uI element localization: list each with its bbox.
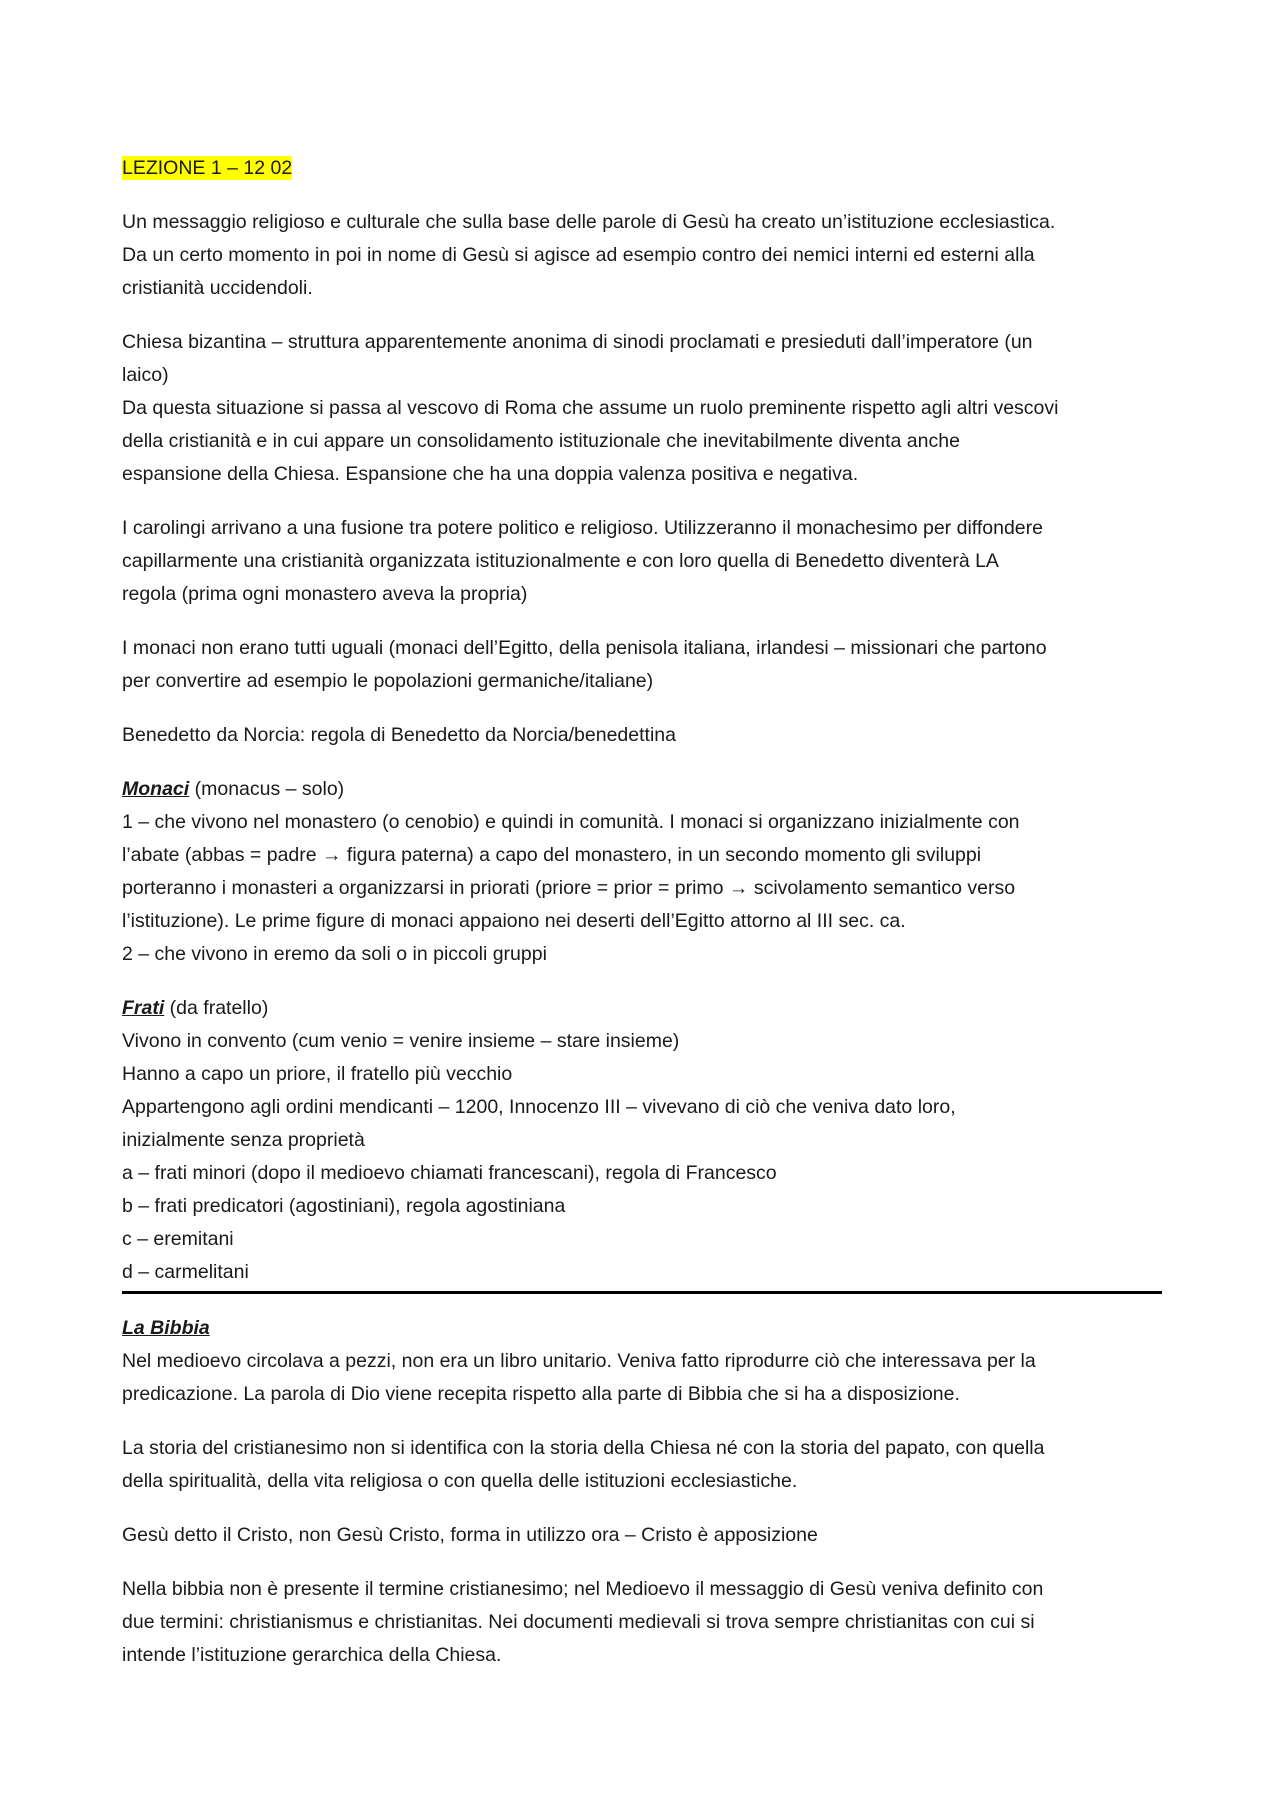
text-line: Benedetto da Norcia: regola di Benedetto da Norcia/benedettina	[122, 724, 676, 746]
text-line: I monaci non erano tutti uguali (monaci dell’Egitto, della penisola italiana, irlandesi – missionari che partono	[122, 637, 1047, 659]
text-line: Da un certo momento in poi in nome di Gesù si agisce ad esempio contro dei nemici interni ed esterni alla	[122, 244, 1035, 266]
text-line: Da questa situazione si passa al vescovo di Roma che assume un ruolo preminente rispetto agli altri vescovi	[122, 397, 1059, 419]
section-heading-line	[122, 773, 1160, 806]
section-monaci	[122, 773, 1160, 971]
text-line: La storia del cristianesimo non si identifica con la storia della Chiesa né con la storia del papato, con quella	[122, 1437, 1045, 1459]
paragraph-benedetto	[122, 719, 1160, 752]
text-line: della cristianità e in cui appare un consolidamento istituzionale che inevitabilmente diventa anche	[122, 430, 960, 452]
paragraph-monaci-differenze	[122, 632, 1160, 698]
text-line: Hanno a capo un priore, il fratello più vecchio	[122, 1063, 513, 1085]
text-line: Appartengono agli ordini mendicanti – 1200, Innocenzo III – vivevano di ciò che veniva dato loro,	[122, 1096, 956, 1118]
text-line: Chiesa bizantina – struttura apparentemente anonima di sinodi proclamati e presieduti dall’imperatore (un	[122, 331, 1033, 353]
text-line: l’abate (abbas = padre → figura paterna) a capo del monastero, in un secondo momento gli sviluppi	[122, 844, 982, 866]
section-frati	[122, 992, 1160, 1289]
text-line: 1 – che vivono nel monastero (o cenobio) e quindi in comunità. I monaci si organizzano inizialmente con	[122, 811, 1020, 833]
section-heading-line	[122, 992, 1160, 1025]
text-line: d – carmelitani	[122, 1261, 249, 1283]
section-term-monaci: Monaci	[122, 778, 190, 800]
text-line: predicazione. La parola di Dio viene recepita rispetto alla parte di Bibbia che si ha a disposizione.	[122, 1383, 960, 1405]
lesson-title	[122, 152, 1160, 185]
text-line: a – frati minori (dopo il medioevo chiamati francescani), regola di Francesco	[122, 1162, 777, 1184]
paragraph-carolingi	[122, 512, 1160, 611]
section-term-gloss: (da fratello)	[164, 997, 269, 1019]
text-line: per convertire ad esempio le popolazioni germaniche/italiane)	[122, 670, 654, 692]
text-line: due termini: christianismus e christianitas. Nei documenti medievali si trova sempre christianitas con cui si	[122, 1611, 1035, 1633]
text-line: c – eremitani	[122, 1228, 234, 1250]
section-term-bibbia: La Bibbia	[122, 1317, 210, 1339]
section-term-gloss: (monacus – solo)	[189, 778, 345, 800]
text-line: regola (prima ogni monastero aveva la propria)	[122, 583, 528, 605]
text-line: porteranno i monasteri a organizzarsi in priorati (priore = prior = primo → scivolamento semantico verso	[122, 877, 1016, 899]
text-line: Gesù detto il Cristo, non Gesù Cristo, forma in utilizzo ora – Cristo è apposizione	[122, 1524, 818, 1546]
text-line: 2 – che vivono in eremo da soli o in piccoli gruppi	[122, 943, 547, 965]
section-term-frati: Frati	[122, 997, 165, 1019]
text-line: Nel medioevo circolava a pezzi, non era un libro unitario. Veniva fatto riprodurre ciò che interessava per la	[122, 1350, 1036, 1372]
paragraph-intro	[122, 206, 1160, 305]
horizontal-divider	[122, 1291, 1162, 1294]
text-line: cristianità uccidendoli.	[122, 277, 313, 299]
paragraph-christianitas	[122, 1573, 1160, 1672]
text-line: della spiritualità, della vita religiosa o con quella delle istituzioni ecclesiastiche.	[122, 1470, 798, 1492]
text-line: Nella bibbia non è presente il termine cristianesimo; nel Medioevo il messaggio di Gesù veniva definito con	[122, 1578, 1044, 1600]
text-line: b – frati predicatori (agostiniani), regola agostiniana	[122, 1195, 566, 1217]
lesson-title-highlight: LEZIONE 1 – 12 02	[122, 157, 293, 179]
text-line: Vivono in convento (cum venio = venire insieme – stare insieme)	[122, 1030, 680, 1052]
section-heading-line	[122, 1312, 1160, 1345]
paragraph-storia-cristianesimo	[122, 1432, 1160, 1498]
section-bibbia	[122, 1312, 1160, 1411]
text-line: intende l’istituzione gerarchica della Chiesa.	[122, 1644, 502, 1666]
text-line: espansione della Chiesa. Espansione che ha una doppia valenza positiva e negativa.	[122, 463, 859, 485]
text-line: Un messaggio religioso e culturale che sulla base delle parole di Gesù ha creato un’istituzione ecclesiastica.	[122, 211, 1056, 233]
paragraph-gesu-cristo	[122, 1519, 1160, 1552]
text-line: laico)	[122, 364, 169, 386]
paragraph-chiesa-bizantina	[122, 326, 1160, 491]
text-line: l’istituzione). Le prime figure di monaci appaiono nei deserti dell’Egitto attorno al III sec. ca.	[122, 910, 906, 932]
text-line: I carolingi arrivano a una fusione tra potere politico e religioso. Utilizzeranno il monachesimo per diffondere	[122, 517, 1043, 539]
text-line: capillarmente una cristianità organizzata istituzionalmente e con loro quella di Benedetto diventerà LA	[122, 550, 999, 572]
text-line: inizialmente senza proprietà	[122, 1129, 365, 1151]
